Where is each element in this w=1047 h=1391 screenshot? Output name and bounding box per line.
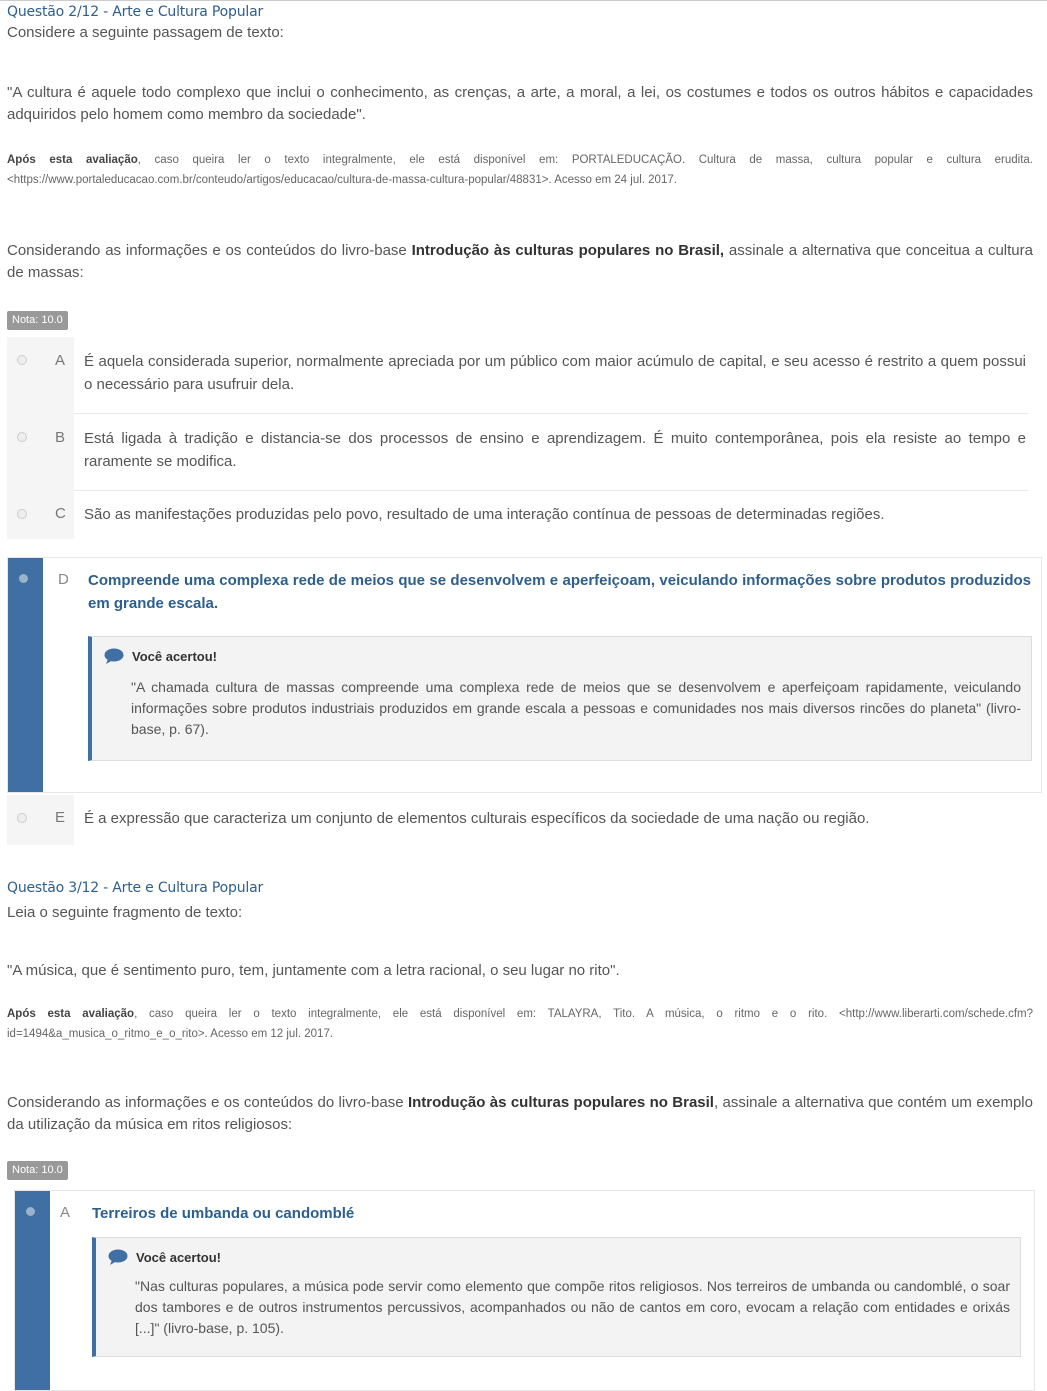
option-bg [7,337,74,414]
prompt-post: , assinale a alternativa que contém um exemplo da utilização da música em ritos religiosos: [7,1094,1033,1133]
option-letter: C [55,505,66,522]
question-2-title: Questão 2/12 - Arte e Cultura Popular [7,4,264,20]
option-bg [7,414,74,491]
question-3-title: Questão 3/12 - Arte e Cultura Popular [7,880,264,896]
question-2-source [7,150,1033,190]
option-text: É a expressão que caracteriza um conjunto de elementos culturais específicos da sociedade de uma nação ou região. [84,810,870,827]
question-3-intro: Leia o seguinte fragmento de texto: [7,904,243,921]
selected-indicator-bar [8,558,43,792]
option-text: São as manifestações produzidas pelo povo, resultado de uma interação contínua de pessoas de determinadas regiões. [84,506,885,523]
feedback-header [108,1249,221,1268]
feedback-text: "A chamada cultura de massas compreende uma complexa rede de meios que se desenvolvem e aperfeiçoam rapidamente, veiculando informações sobre produtos industriais produzidos em grande escala a pessoas e comunidades nos mais diversos rincões do planeta" (livro-base, p. 67). [131,679,1021,737]
option-letter: E [55,809,66,826]
radio-button[interactable] [17,355,27,365]
question-3-quote: "A música, que é sentimento puro, tem, juntamente com a letra racional, o seu lugar no rito". [7,962,620,979]
radio-button-selected[interactable] [19,574,28,583]
option-a-selected[interactable] [14,1190,1035,1391]
top-divider [0,0,1047,1]
feedback-title: Você acertou! [136,1249,222,1265]
radio-button-selected[interactable] [26,1207,35,1216]
source-text: , caso queira ler o texto integralmente, ele está disponível em: TALAYRA, Tito. A música, o ritmo e o rito. <http://www.liberarti.com/schede.cfm?id=1494&a_musica_o_ritmo_e_o_rito>. Acesso em 12 jul. 2017. [7,1008,1033,1040]
option-text: Está ligada à tradição e distancia-se dos processos de ensino e aprendizagem. É muito contemporânea, pois ela resiste ao tempo e raramente se modifica. [84,430,1026,470]
radio-button[interactable] [17,813,27,823]
feedback-header [104,648,217,667]
speech-bubble-icon [108,1249,128,1268]
option-text: Terreiros de umbanda ou candomblé [92,1205,355,1222]
question-2-prompt [7,240,1033,284]
speech-bubble-icon [104,648,124,667]
option-text: É aquela considerada superior, normalmente apreciada por um público com maior acúmulo de capital, e seu acesso é restrito a quem possui o necessário para usufruir dela. [84,353,1026,393]
prompt-pre: Considerando as informações e os conteúdos do livro-base [7,1094,408,1111]
question-2-intro: Considere a seguinte passagem de texto: [7,24,284,41]
feedback-box [88,636,1032,761]
option-b[interactable] [7,414,1028,491]
option-letter: B [55,429,66,446]
prompt-bold: Introdução às culturas populares no Brasil, [411,242,725,259]
option-text: Compreende uma complexa rede de meios que se desenvolvem e aperfeiçoam, veiculando informações sobre produtos produzidos em grande escala. [88,572,1031,612]
selected-indicator-bar [15,1191,50,1390]
source-text: , caso queira ler o texto integralmente, ele está disponível em: PORTALEDUCAÇÃO. Cultura de massa, cultura popular e cultura erudita. <https://www.portaleducacao.com.br/conteudo/artigos/educacao/cultura-de-massa-cultura-popular/48831>. Acesso em 24 jul. 2017. [7,154,1033,186]
option-e[interactable] [7,795,1028,845]
question-2-quote: "A cultura é aquele todo complexo que inclui o conhecimento, as crenças, a arte, a moral, a lei, os costumes e todos os outros hábitos e capacidades adquiridos pelo homem como membro da sociedade". [7,84,1033,123]
question-3-prompt [7,1092,1033,1136]
feedback-title: Você acertou! [132,648,218,664]
question-3-source [7,1004,1033,1044]
option-letter: D [58,571,69,588]
grade-badge: Nota: 10.0 [7,311,68,330]
option-letter: A [60,1204,71,1221]
radio-button[interactable] [17,509,27,519]
prompt-post: assinale a alternativa que conceitua a cultura de massas: [7,242,1033,281]
source-bold: Após esta avaliação [7,154,138,166]
source-bold: Após esta avaliação [7,1008,135,1020]
prompt-pre: Considerando as informações e os conteúdos do livro-base [7,242,412,259]
prompt-bold: Introdução às culturas populares no Brasil [407,1094,714,1111]
option-d-selected[interactable] [7,557,1042,793]
radio-button[interactable] [17,432,27,442]
feedback-text: "Nas culturas populares, a música pode servir como elemento que compõe ritos religiosos. Nos terreiros de umbanda ou candomblé, o soar dos tambores e de outros instrumentos percussivos, acompanhados ou não de cantos em coro, evocam a relação com entidades e orixás [...]" (livro-base, p. 105). [135,1278,1010,1336]
feedback-box [92,1237,1021,1357]
grade-badge: Nota: 10.0 [7,1161,68,1180]
option-letter: A [55,352,66,369]
option-a[interactable] [7,337,1028,414]
option-c[interactable] [7,491,1028,539]
